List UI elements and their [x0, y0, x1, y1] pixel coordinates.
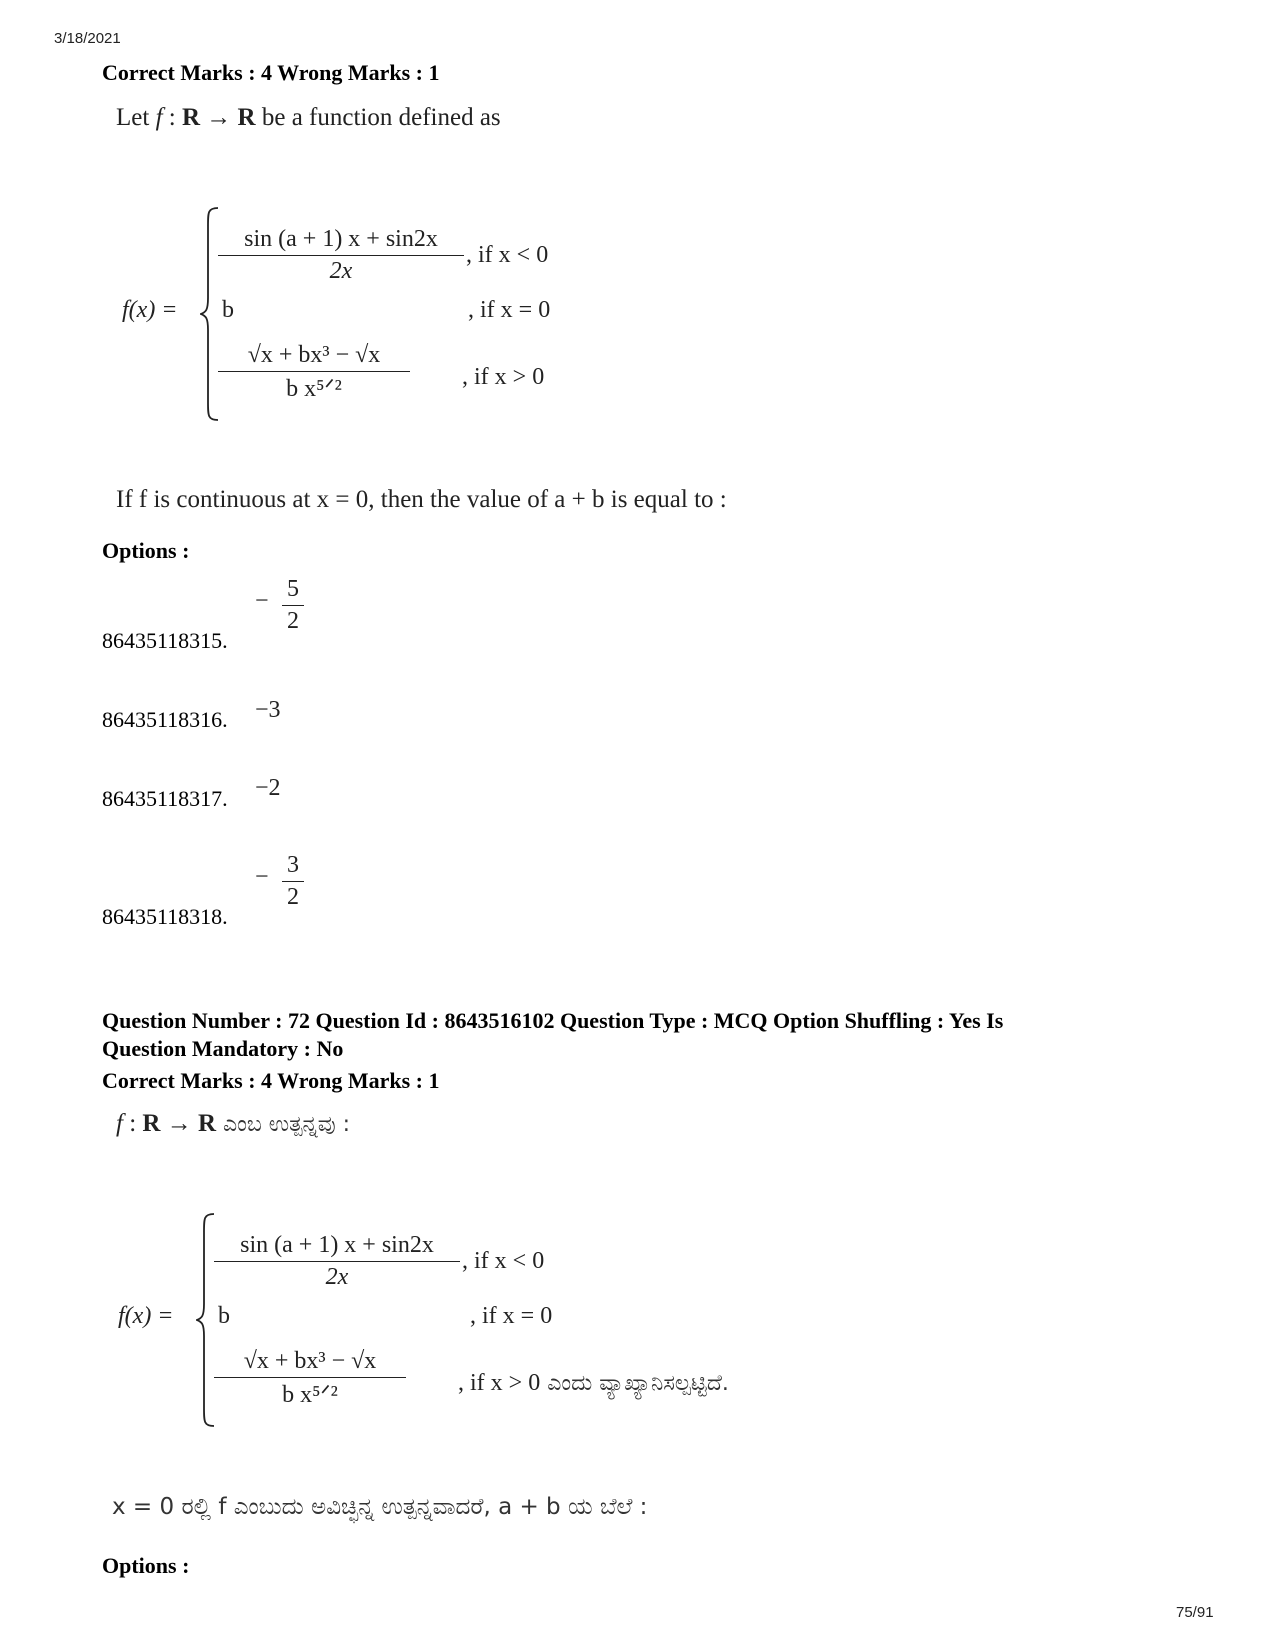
q71-case1-fraction — [218, 226, 464, 285]
q71-intro-f: f — [155, 104, 163, 131]
q72-marks: Correct Marks : 4 Wrong Marks : 1 — [102, 1068, 440, 1093]
q71-case2-val: b — [222, 297, 234, 323]
q71-intro-map: : — [162, 104, 182, 131]
q71-case1-cond: , if x < 0 — [466, 242, 549, 268]
q72-intro-r2: R — [197, 1110, 217, 1137]
option-num: 5 — [282, 576, 304, 606]
q71-intro-r1: R — [181, 104, 201, 131]
option-value: −3 — [255, 697, 281, 723]
q71-question: If f is continuous at x = 0, then the value of a + b is equal to : — [116, 486, 727, 513]
option-fraction — [282, 852, 304, 911]
q71-case3-cond: , if x > 0 — [462, 364, 545, 390]
option-id: 86435118316. — [102, 707, 228, 732]
q72-case2-val: b — [218, 1303, 230, 1329]
q72-case1-den: 2x — [325, 1264, 349, 1290]
q72-case3-fraction — [214, 1348, 406, 1409]
option-num: 3 — [282, 852, 304, 882]
q71-fx-label: f(x) = — [122, 297, 178, 323]
q72-case3-cond — [458, 1370, 729, 1397]
q72-question: x = 0 ರಲ್ಲಿ f ಎಂಬುದು ಅವಿಚ್ಛಿನ್ನ ಉತ್ಪನ್ನವಾದರೆ, a + b ಯ ಬೆಲೆ : — [112, 1494, 648, 1520]
q71-case3-fraction — [218, 342, 410, 403]
q72-options-label: Options : — [102, 1553, 190, 1578]
q72-case3-den: b x⁵ᐟ² — [282, 1382, 338, 1408]
q71-intro-arrow: → — [200, 104, 238, 131]
q72-meta-line2: Question Mandatory : No — [102, 1036, 344, 1061]
q72-fx-label: f(x) = — [118, 1303, 174, 1329]
option-value: −2 — [255, 775, 281, 801]
option-id: 86435118315. — [102, 628, 228, 653]
print-date: 3/18/2021 — [54, 30, 121, 47]
option-den: 2 — [287, 884, 299, 910]
q71-case1-den: 2x — [329, 258, 353, 284]
q72-intro-kannada: ಎಂಬ ಉತ್ಪನ್ನವು : — [216, 1112, 351, 1137]
q71-intro-suffix: be a function defined as — [255, 104, 501, 131]
q71-intro-r2: R — [237, 104, 256, 131]
q71-case1-num: sin (a + 1) x + sin2x — [218, 226, 464, 256]
q72-case3-cond-text: , if x > 0 — [458, 1370, 541, 1396]
q72-case2-cond: , if x = 0 — [470, 1303, 553, 1329]
q71-intro-prefix: Let — [116, 104, 156, 131]
q71-case2-cond: , if x = 0 — [468, 297, 551, 323]
q71-marks: Correct Marks : 4 Wrong Marks : 1 — [102, 60, 440, 85]
q72-case3-kannada: ಎಂದು ವ್ಯಾಖ್ಯಾನಿಸಲ್ಪಟ್ಟಿದೆ. — [540, 1371, 729, 1396]
q71-case3-den: b x⁵ᐟ² — [286, 376, 342, 402]
q71-case3-num: √x + bx³ − √x — [218, 342, 410, 372]
q72-case1-num: sin (a + 1) x + sin2x — [214, 1232, 460, 1262]
option-id: 86435118317. — [102, 786, 228, 811]
q72-intro-arrow: → — [160, 1110, 198, 1137]
q72-meta-line1: Question Number : 72 Question Id : 8643516102 Question Type : MCQ Option Shuffling : Yes Is — [102, 1008, 1004, 1033]
q71-options-label: Options : — [102, 538, 190, 563]
option-fraction — [282, 576, 304, 635]
option-id: 86435118318. — [102, 904, 228, 929]
q72-intro-r1: R — [142, 1110, 161, 1137]
q72-intro-f: f — [116, 1110, 123, 1137]
option-sign: − — [255, 588, 269, 614]
q72-case3-num: √x + bx³ − √x — [214, 1348, 406, 1378]
option-den: 2 — [287, 608, 299, 634]
q72-intro-map: : — [122, 1110, 143, 1137]
q72-case1-cond: , if x < 0 — [462, 1248, 545, 1274]
q71-intro — [116, 104, 501, 132]
option-sign: − — [255, 864, 269, 890]
page-number: 75/91 — [1176, 1604, 1214, 1621]
q72-case1-fraction — [214, 1232, 460, 1291]
q72-intro — [116, 1110, 350, 1138]
